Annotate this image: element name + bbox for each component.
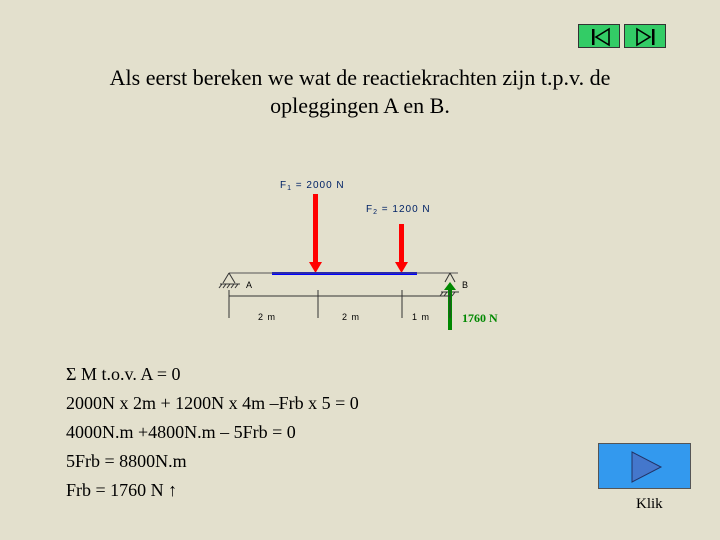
next-button[interactable] <box>598 443 691 489</box>
support-b-label: B <box>462 280 469 290</box>
reaction-b-value: 1760 N <box>462 311 498 325</box>
support-a <box>219 273 240 288</box>
next-label: Klik <box>636 496 663 512</box>
force1-arrow <box>309 194 322 273</box>
support-a-label: A <box>246 280 253 290</box>
up-arrow-icon: ↑ <box>168 480 178 500</box>
calc-line-5 <box>66 476 359 505</box>
force2-arrow <box>395 224 408 273</box>
force1-label: $F_1 = 2000$ N <box>280 180 345 192</box>
dimension-3: 1 m <box>412 312 431 322</box>
dimension-1: 2 m <box>258 312 277 322</box>
calc-line-4: 5Frb = 8800N.m <box>66 451 187 471</box>
play-icon <box>599 444 692 490</box>
dimension-2: 2 m <box>342 312 361 322</box>
title-line-2: opleggingen A en B. <box>270 93 450 118</box>
calc-line-3: 4000N.m +4800N.m – 5Frb = 0 <box>66 422 296 442</box>
title-line-1: Als eerst bereken we wat de reactiekrachten zijn t.p.v. de <box>109 65 611 90</box>
calc-line-1: Σ M t.o.v. A = 0 <box>66 364 181 384</box>
calc-line-5-text: Frb = 1760 N <box>66 480 164 500</box>
force2-label: $F_2 = 1200$ N <box>366 204 431 216</box>
moment-calculation <box>66 360 359 505</box>
calc-line-2: 2000N x 2m + 1200N x 4m –Frb x 5 = 0 <box>66 393 359 413</box>
